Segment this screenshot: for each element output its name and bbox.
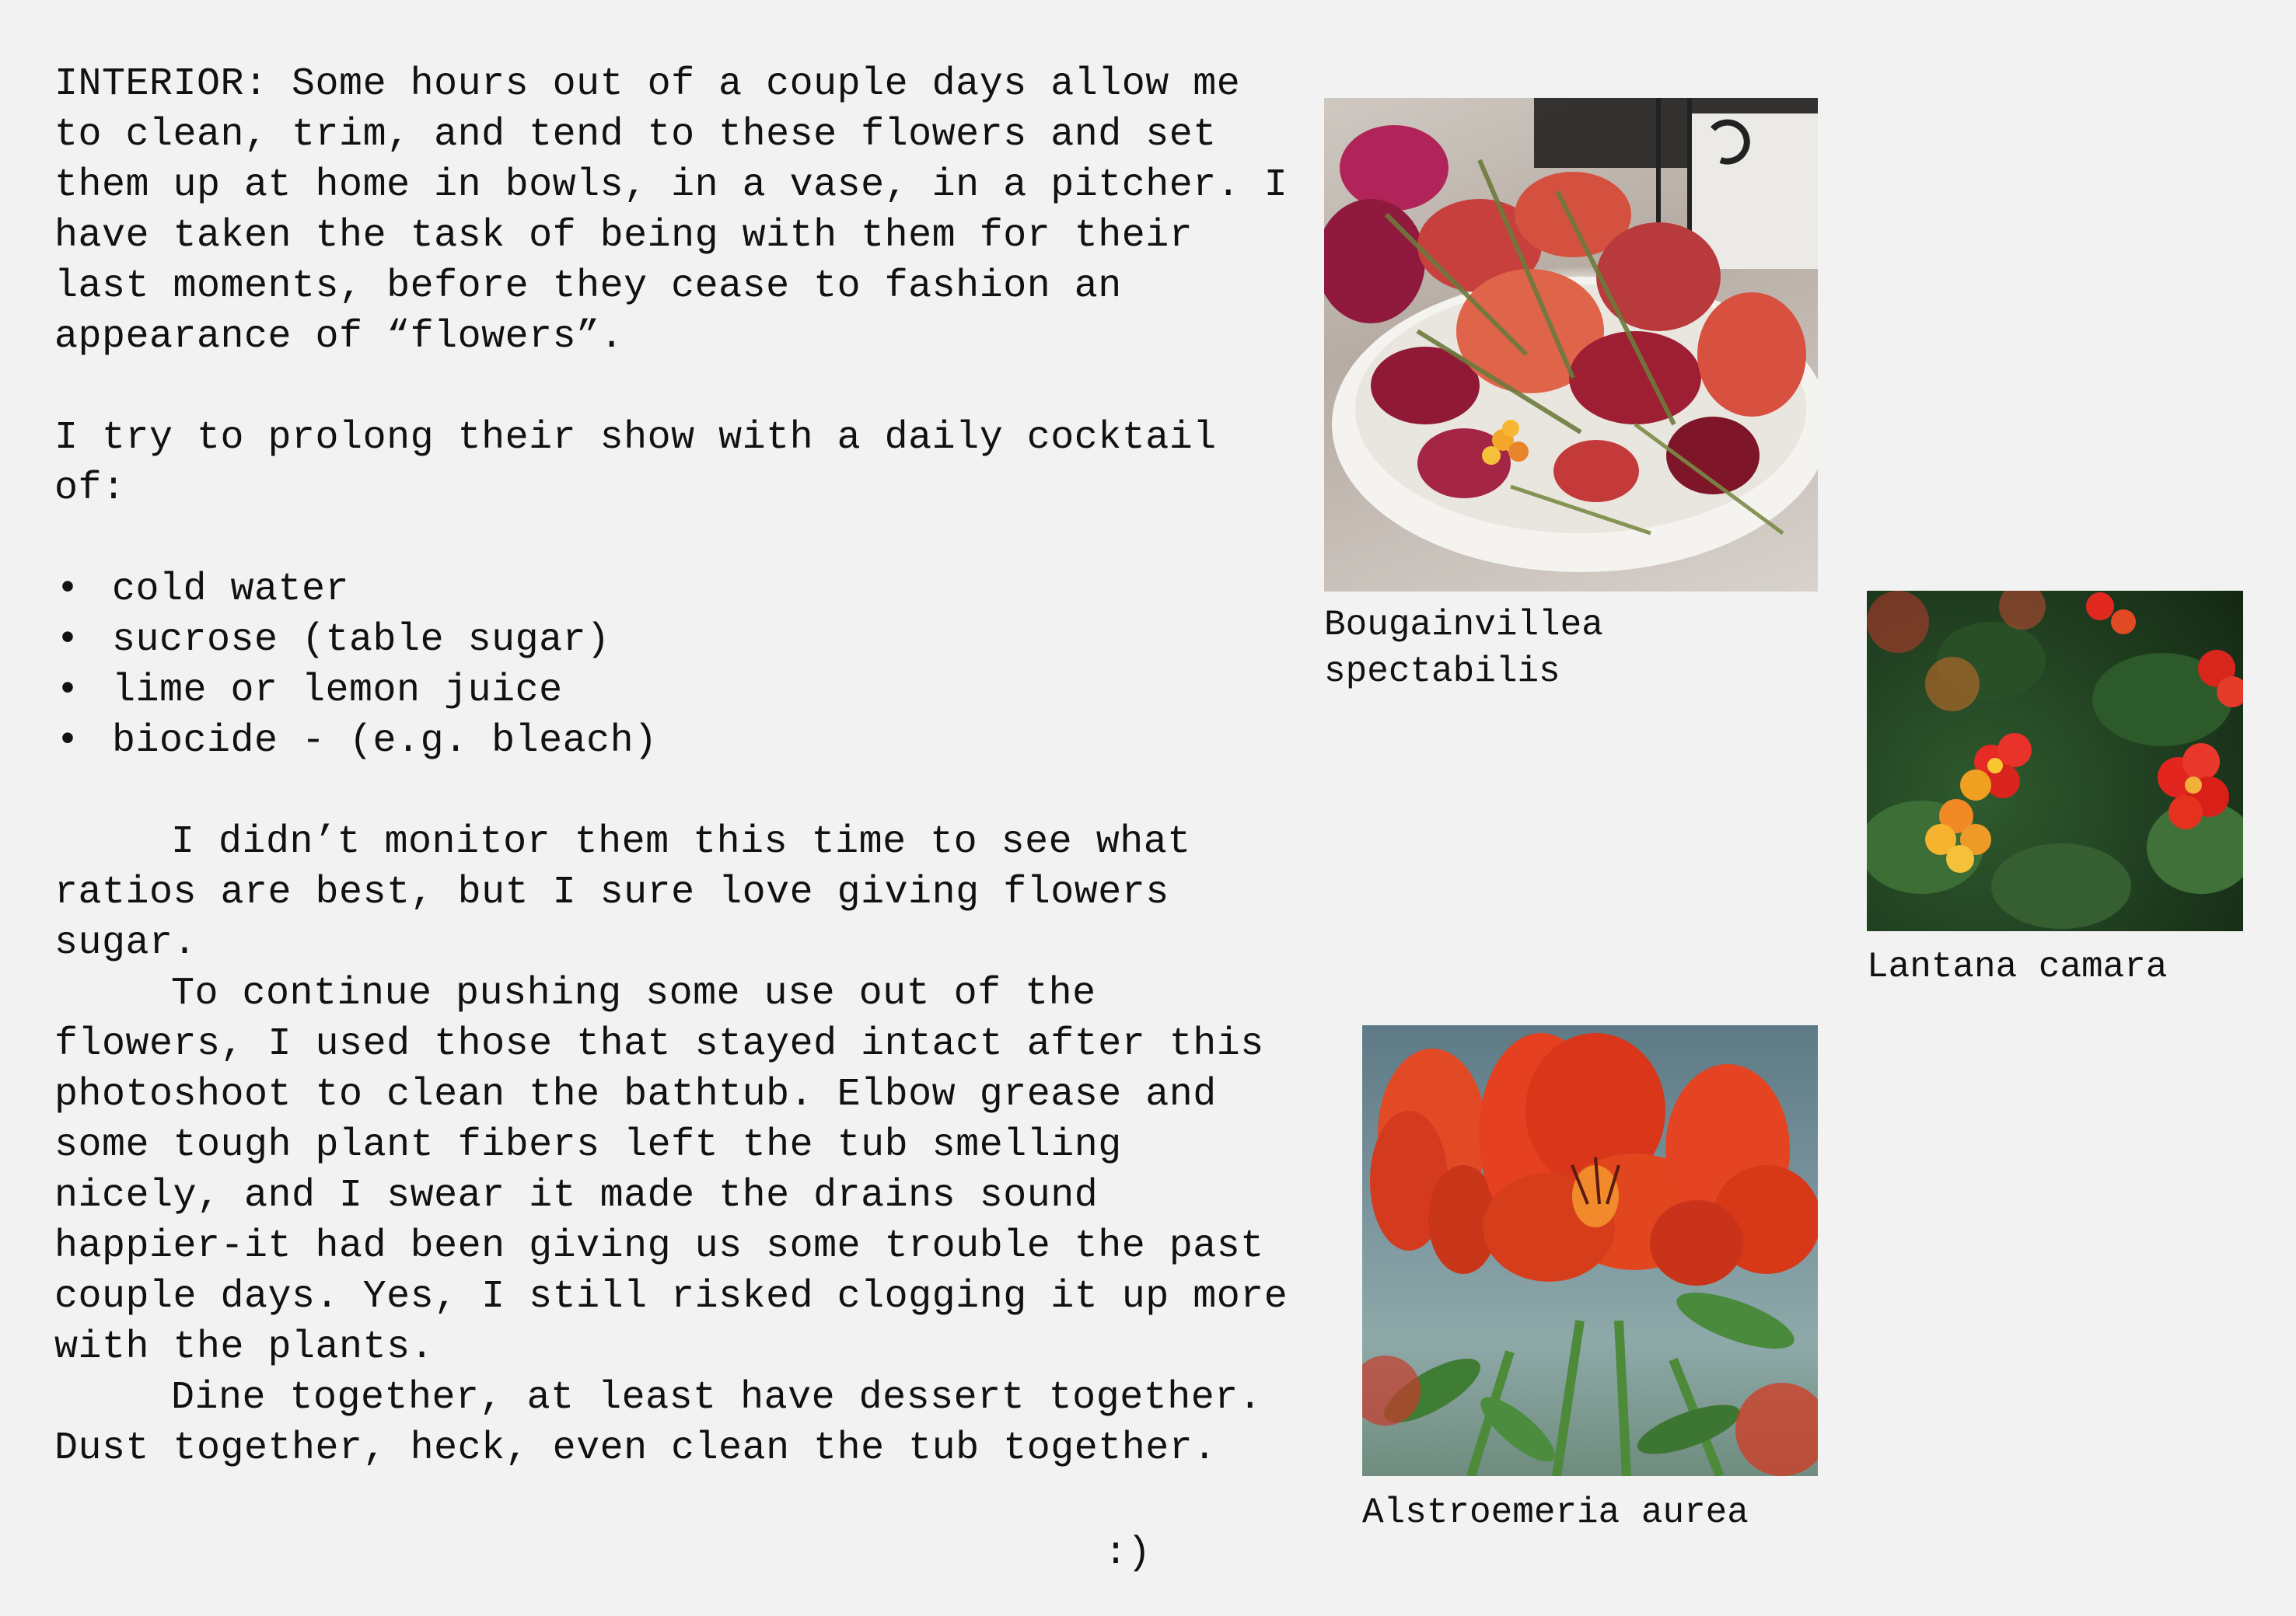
list-item (54, 665, 1298, 716)
together-paragraph: Dine together, at least have dessert together. Dust together, heck, even clean the tub together. (54, 1376, 1286, 1471)
cocktail-intro-paragraph: I try to prolong their show with a daily cocktail of: (54, 416, 1241, 511)
bullet-icon: • (56, 567, 80, 612)
spacer (54, 766, 1298, 817)
lantana-caption: Lantana camara (1867, 947, 2168, 987)
alstroemeria-caption: Alstroemeria aurea (1362, 1492, 1749, 1533)
body-text-column (54, 59, 1312, 1474)
alstroemeria-illustration (1362, 1025, 1818, 1476)
list-item-text: cold water (112, 567, 350, 612)
alstroemeria-photo (1362, 1025, 1818, 1476)
list-item-text: lime or lemon juice (112, 668, 563, 713)
spacer (54, 514, 1298, 564)
intro-paragraph: INTERIOR: Some hours out of a couple days allow me to clean, trim, and tend to these flowers and set them up at home in bowls, in a vase, in a pitcher. I have taken the task of being with them for their last moments, before they cease to fashion an appearance of “flowers”. (54, 62, 1312, 359)
bougainvillea-photo (1324, 98, 1818, 592)
monitor-paragraph: I didn’t monitor them this time to see what ratios are best, but I sure love giving flowers sugar. (54, 820, 1215, 965)
bougainvillea-illustration (1324, 98, 1818, 592)
bullet-icon: • (56, 668, 80, 713)
list-item (54, 564, 1298, 615)
lantana-photo (1867, 591, 2243, 931)
smiley-text: :) (1104, 1531, 1151, 1576)
bathtub-paragraph: To continue pushing some use out of the flowers, I used those that stayed intact after this photoshoot to clean the bathtub. Elbow grease and some tough plant fibers left the tub smelling nicely, and I swear it made the drains sound happier-it had been giving us some trouble the past couple days. Yes, I still risked clogging it up more with the plants. (54, 972, 1312, 1370)
cocktail-list (54, 564, 1298, 766)
bullet-icon: • (56, 719, 80, 763)
lantana-illustration (1867, 591, 2243, 931)
list-item (54, 615, 1298, 665)
list-item-text: sucrose (table sugar) (112, 618, 610, 662)
list-item-text: biocide - (e.g. bleach) (112, 719, 658, 763)
list-item (54, 716, 1298, 766)
bougainvillea-caption: Bougainvillea spectabilis (1324, 605, 1603, 692)
bullet-icon: • (56, 618, 80, 662)
spacer (54, 362, 1298, 413)
